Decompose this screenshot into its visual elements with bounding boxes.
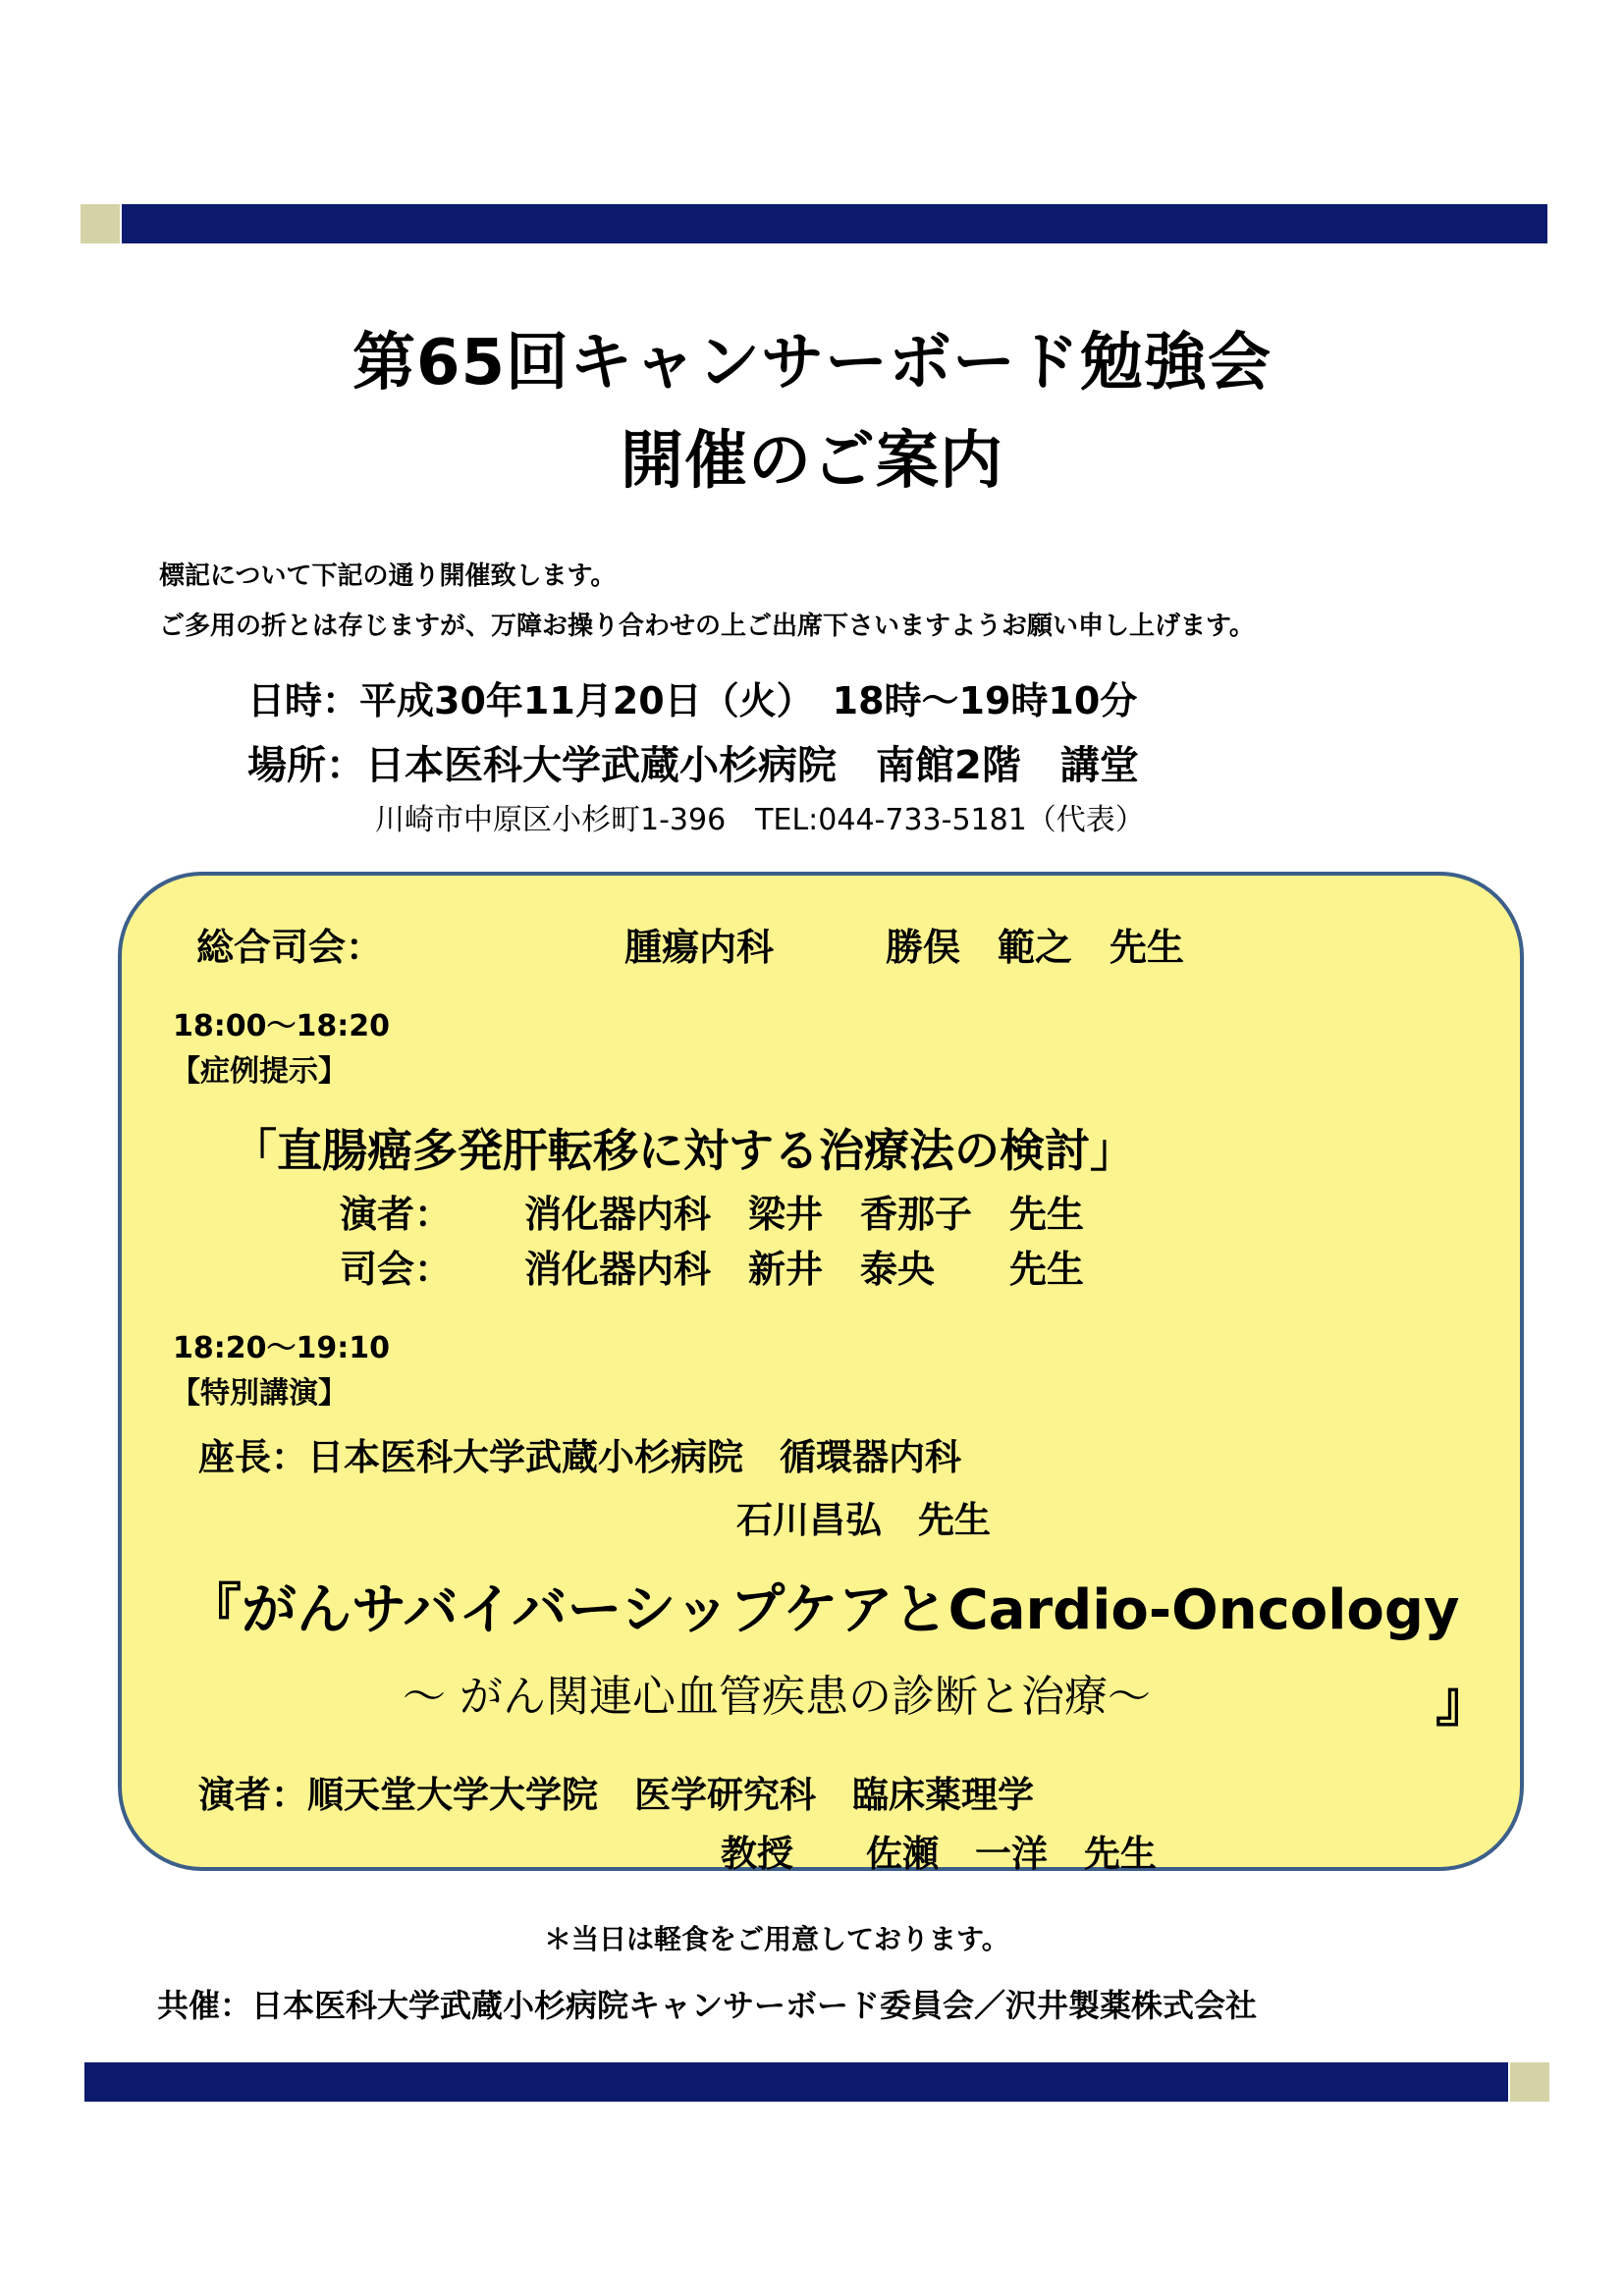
bottom-bar-line [84,2062,1508,2102]
intro-line1: 標記について下記の通り開催致します。 [159,561,617,591]
mc-dept: 腫瘍内科 [624,926,775,969]
venue-value: 日本医科大学武蔵小杉病院 南館2階 講堂 [365,743,1139,788]
top-bar-line [122,204,1547,243]
lecture-chair-line1: 座長：日本医科大学武蔵小杉病院 循環器内科 [198,1436,961,1478]
lecture-title-main: 『がんサバイバーシップケアとCardio-Oncology [187,1578,1460,1642]
case-speaker-label: 演者： [340,1193,453,1236]
venue-label: 場所： [247,743,365,788]
lecture-speaker-line1: 演者：順天堂大学大学院 医学研究科 臨床薬理学 [198,1774,1034,1816]
datetime-row [247,670,1137,724]
venue-row [247,734,1139,790]
mc-name: 勝俣 範之 先生 [886,926,1185,969]
venue-address: 川崎市中原区小杉町1-396 TEL:044-733-5181（代表） [375,803,1145,837]
title-line2: 開催のご案内 [621,425,1003,498]
lecture-speaker-line2: 教授 佐瀬 一洋 先生 [721,1833,1157,1875]
note: ＊当日は軽食をご用意しております。 [544,1923,1009,1955]
lecture-chair-line2: 石川昌弘 先生 [736,1499,991,1541]
top-bar-square [81,204,120,243]
datetime-value: 平成30年11月20日（火） 18時～19時10分 [359,679,1138,722]
title-line1: 第65回キャンサーボード勉強会 [352,327,1272,400]
case-heading: 【症例提示】 [171,1054,348,1089]
lecture-heading: 【特別講演】 [171,1376,348,1411]
case-chair-label: 司会： [340,1248,453,1291]
lecture-title-sub: ～ がん関連心血管疾患の診断と治療～ [403,1672,1151,1722]
datetime-label: 日時： [247,679,360,722]
lecture-time: 18:20～19:10 [173,1331,390,1365]
intro-line2: ご多用の折とは存じますが、万障お操り合わせの上ご出席下さいますようお願い申し上げます。 [159,612,1255,641]
lecture-title-close: 』 [1435,1671,1490,1735]
case-time: 18:00～18:20 [173,1009,390,1043]
mc-label: 総合司会： [196,926,384,969]
bottom-bar-square [1510,2062,1549,2102]
case-topic: 「直腸癌多発肝転移に対する治療法の検討」 [232,1124,1135,1177]
case-chair: 消化器内科 新井 泰央 先生 [524,1248,1085,1291]
sponsor: 共催：日本医科大学武蔵小杉病院キャンサーボード委員会／沢井製薬株式会社 [157,1987,1258,2024]
case-speaker: 消化器内科 梁井 香那子 先生 [524,1193,1085,1236]
